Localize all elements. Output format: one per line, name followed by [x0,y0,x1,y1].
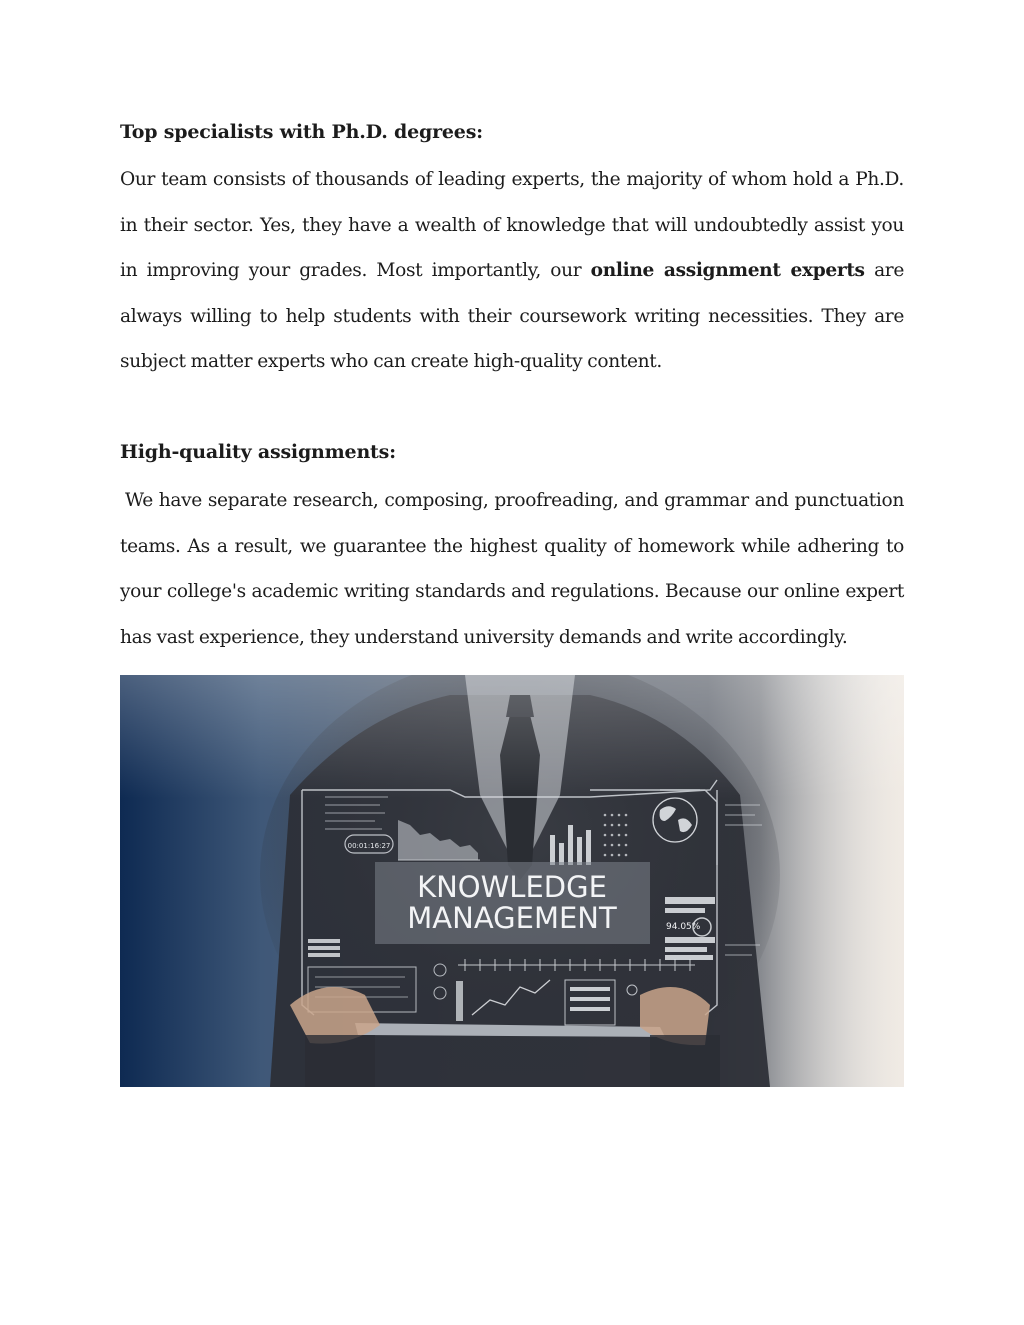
left-sleeve [305,1035,375,1087]
specialists-paragraph [120,157,904,385]
illustration [120,675,904,1087]
paragraph-text: We have separate research, composing, proofreading, and grammar and punctuation teams. As a result, we guarantee the highest quality of homework while adhering to your college's academic writing standards and regulations. Because our online expert has vast experience, they understand university demands and write accordingly. [120,490,904,648]
knowledge-management-image [120,675,904,1087]
quality-paragraph [120,478,904,660]
percent-readout: 94.05% [666,922,701,932]
bold-phrase: online assignment experts [590,260,865,281]
time-readout: 00:01:16:27 [347,842,391,850]
level-bar [456,981,463,1021]
right-sleeve [650,1035,720,1087]
title-line-1: KNOWLEDGE [417,870,607,904]
section-heading-specialists: Top specialists with Ph.D. degrees: [120,121,483,143]
title-line-2: MANAGEMENT [407,901,617,935]
paragraph-text: Our team consists of thousands of leading experts, the majority of whom hold a Ph.D. in their sector. Yes, they have a wealth of knowledge that will undoubtedly assist you in improving your grades. Most importantly, our [120,169,904,281]
section-heading-quality: High-quality assignments: [120,441,396,463]
paragraph-text: are always willing to help students with their coursework writing necessities. They are subject matter experts who can create high-quality content. [120,260,904,372]
